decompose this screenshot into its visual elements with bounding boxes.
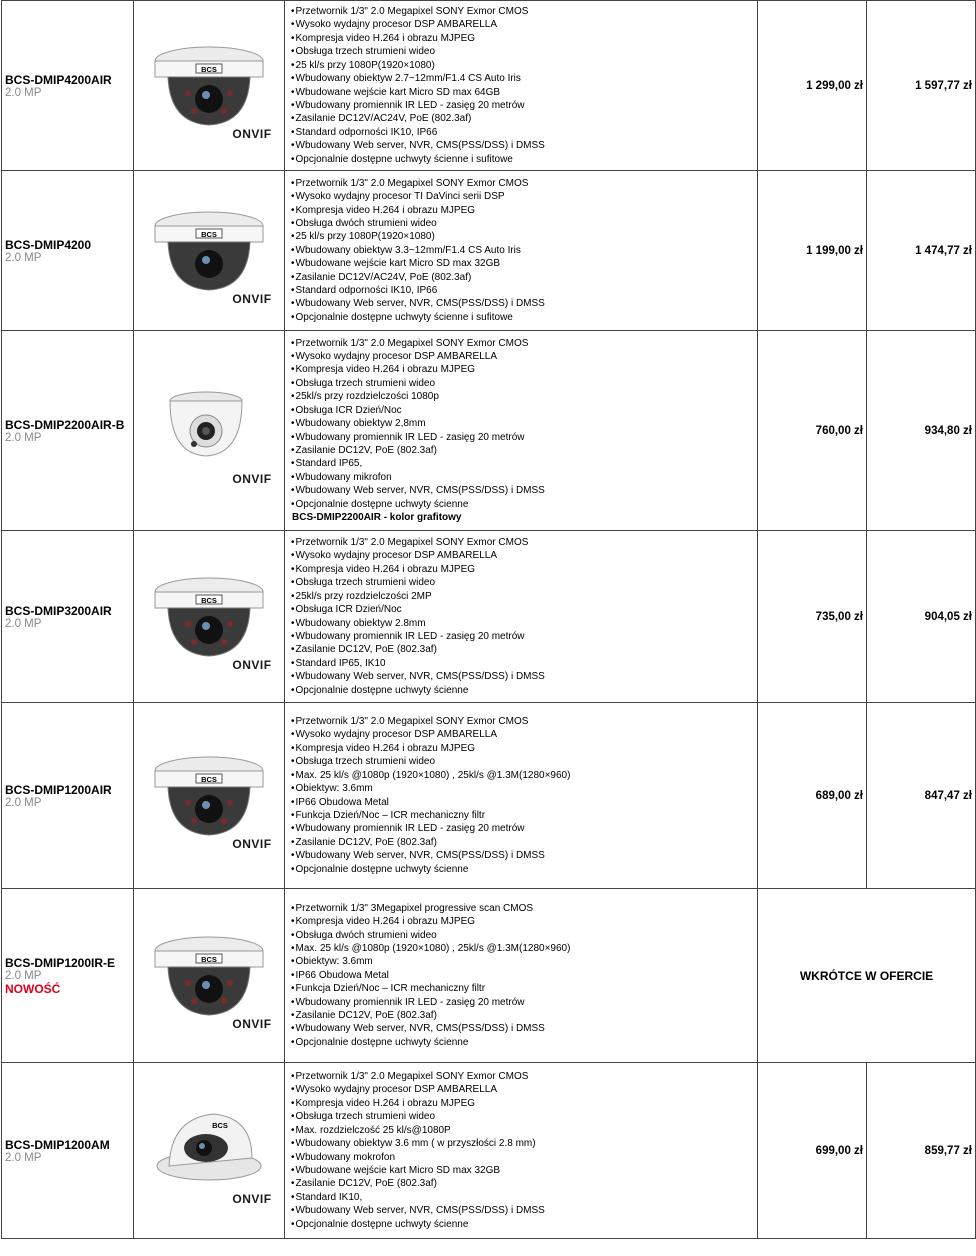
spec-item: • Wysoko wydajny procesor DSP AMBARELLA xyxy=(291,18,757,31)
spec-item: • Wbudowany promiennik IR LED - zasięg 20 metrów xyxy=(291,99,757,112)
mini-dome-camera-icon xyxy=(144,1096,274,1206)
spec-item: • Max. 25 kl/s @1080p (1920×1080) , 25kl/s @1.3M(1280×960) xyxy=(291,942,757,955)
model-name: BCS-DMIP1200AM xyxy=(5,1137,110,1152)
price-net: 735,00 zł xyxy=(758,531,867,703)
resolution-label: 2.0 MP xyxy=(5,617,42,630)
onvif-logo: ONVIF xyxy=(232,291,272,306)
photo-cell xyxy=(134,889,285,1063)
brand-label: BCS xyxy=(201,229,217,239)
resolution-label: 2.0 MP xyxy=(5,431,42,444)
spec-item: • Standard IP65, xyxy=(291,457,757,470)
spec-item: • Wbudowany Web server, NVR, CMS(PSS/DSS) i DMSS xyxy=(291,1022,757,1035)
price-gross: 859,77 zł xyxy=(867,1063,976,1239)
spec-item: • Standard odporności IK10, IP66 xyxy=(291,126,757,139)
brand-label: BCS xyxy=(201,774,217,784)
spec-item: • Obsługa ICR Dzień/Noc xyxy=(291,603,757,616)
spec-item: • Funkcja Dzień/Noc – ICR mechaniczny filtr xyxy=(291,982,757,995)
spec-item: • Wbudowany promiennik IR LED - zasięg 20 metrów xyxy=(291,431,757,444)
brand-label: BCS xyxy=(201,64,217,74)
availability-status: WKRÓTCE W OFERCIE xyxy=(758,889,976,1063)
model-cell xyxy=(2,703,134,889)
model-cell xyxy=(2,1063,134,1239)
specs-cell xyxy=(285,171,758,331)
brand-label: BCS xyxy=(212,1120,228,1130)
spec-item: • 25kl/s przy rozdzielczości 2MP xyxy=(291,590,757,603)
spec-item: • Wbudowane wejście kart Micro SD max 64GB xyxy=(291,86,757,99)
price-gross: 904,05 zł xyxy=(867,531,976,703)
spec-item: • Przetwornik 1/3" 2.0 Megapixel SONY Exmor CMOS xyxy=(291,5,757,18)
spec-item: • Wbudowany obiektyw 3.6 mm ( w przyszłości 2.8 mm) xyxy=(291,1137,757,1150)
photo-cell xyxy=(134,1,285,171)
model-name: BCS-DMIP1200AIR xyxy=(5,782,112,797)
spec-item: • Zasilanie DC12V/AC24V, PoE (802.3af) xyxy=(291,112,757,125)
model-name: BCS-DMIP3200AIR xyxy=(5,603,112,618)
product-row xyxy=(2,171,976,331)
spec-item: • Opcjonalnie dostępne uchwyty ścienne i sufitowe xyxy=(291,153,757,166)
spec-item: • Opcjonalnie dostępne uchwyty ścienne xyxy=(291,1218,757,1231)
spec-item: • Przetwornik 1/3" 2.0 Megapixel SONY Exmor CMOS xyxy=(291,1070,757,1083)
color-note: BCS-DMIP2200AIR - kolor grafitowy xyxy=(292,511,462,523)
spec-item: • Zasilanie DC12V, PoE (802.3af) xyxy=(291,1177,757,1190)
photo-cell xyxy=(134,531,285,703)
price-gross: 1 597,77 zł xyxy=(867,1,976,171)
spec-list xyxy=(291,1070,757,1231)
specs-cell xyxy=(285,531,758,703)
price-gross: 1 474,77 zł xyxy=(867,171,976,331)
resolution-label: 2.0 MP xyxy=(5,251,42,264)
spec-item: • Standard IK10, xyxy=(291,1191,757,1204)
price-net: 689,00 zł xyxy=(758,703,867,889)
model-cell xyxy=(2,1,134,171)
spec-item: • Max. 25 kl/s @1080p (1920×1080) , 25kl/s @1.3M(1280×960) xyxy=(291,769,757,782)
model-cell xyxy=(2,889,134,1063)
dome-camera-ir-icon xyxy=(144,31,274,141)
spec-item: • Zasilanie DC12V, PoE (802.3af) xyxy=(291,643,757,656)
photo-cell xyxy=(134,331,285,531)
spec-item: • Wbudowany mokrofon xyxy=(291,1151,757,1164)
spec-item: • Obiektyw: 3.6mm xyxy=(291,782,757,795)
photo-cell xyxy=(134,171,285,331)
product-row xyxy=(2,531,976,703)
eyeball-camera-icon xyxy=(144,376,274,486)
spec-item: • Obsługa dwóch strumieni wideo xyxy=(291,929,757,942)
product-row xyxy=(2,889,976,1063)
onvif-logo: ONVIF xyxy=(232,471,272,486)
spec-item: • Przetwornik 1/3" 2.0 Megapixel SONY Exmor CMOS xyxy=(291,337,757,350)
spec-item: • Zasilanie DC12V, PoE (802.3af) xyxy=(291,444,757,457)
model-name: BCS-DMIP1200IR-E xyxy=(5,955,116,970)
spec-item: • Zasilanie DC12V, PoE (802.3af) xyxy=(291,1009,757,1022)
onvif-logo: ONVIF xyxy=(232,657,272,672)
resolution-label: 2.0 MP xyxy=(5,1151,42,1164)
spec-item: • Funkcja Dzień/Noc – ICR mechaniczny filtr xyxy=(291,809,757,822)
new-badge: NOWOŚĆ xyxy=(5,981,61,996)
spec-item: • Wbudowany Web server, NVR, CMS(PSS/DSS) i DMSS xyxy=(291,139,757,152)
dome-camera-ir-icon xyxy=(144,921,274,1031)
specs-cell xyxy=(285,1,758,171)
spec-list xyxy=(291,337,757,525)
spec-item: • 25 kl/s przy 1080P(1920×1080) xyxy=(291,230,757,243)
spec-list xyxy=(291,177,757,324)
photo-cell xyxy=(134,703,285,889)
spec-item: • Wysoko wydajny procesor DSP AMBARELLA xyxy=(291,350,757,363)
spec-item: • Wbudowany promiennik IR LED - zasięg 20 metrów xyxy=(291,630,757,643)
spec-item: • Standard odporności IK10, IP66 xyxy=(291,284,757,297)
spec-item: • Wbudowane wejście kart Micro SD max 32GB xyxy=(291,1164,757,1177)
spec-item: • Wbudowany obiektyw 2,8mm xyxy=(291,417,757,430)
onvif-logo: ONVIF xyxy=(232,1016,272,1031)
spec-item: • Obsługa dwóch strumieni wideo xyxy=(291,217,757,230)
dome-camera-icon xyxy=(144,196,274,306)
brand-label: BCS xyxy=(201,954,217,964)
price-list-table xyxy=(1,0,976,1239)
spec-item: • Wbudowany promiennik IR LED - zasięg 20 metrów xyxy=(291,996,757,1009)
spec-item: • Wbudowany Web server, NVR, CMS(PSS/DSS) i DMSS xyxy=(291,1204,757,1217)
photo-cell xyxy=(134,1063,285,1239)
model-name: BCS-DMIP4200 xyxy=(5,237,92,252)
spec-item: • Obsługa trzech strumieni wideo xyxy=(291,1110,757,1123)
spec-item: • Kompresja video H.264 i obrazu MJPEG xyxy=(291,915,757,928)
spec-item: • Przetwornik 1/3" 2.0 Megapixel SONY Exmor CMOS xyxy=(291,715,757,728)
spec-list xyxy=(291,536,757,697)
product-row xyxy=(2,1063,976,1239)
spec-item: • IP66 Obudowa Metal xyxy=(291,969,757,982)
spec-item: • Kompresja video H.264 i obrazu MJPEG xyxy=(291,363,757,376)
product-row xyxy=(2,1,976,171)
model-name: BCS-DMIP4200AIR xyxy=(5,72,112,87)
spec-item: • Wbudowany obiektyw 3.3~12mm/F1.4 CS Auto Iris xyxy=(291,244,757,257)
specs-cell xyxy=(285,703,758,889)
spec-item: • Obsługa trzech strumieni wideo xyxy=(291,755,757,768)
spec-item: • IP66 Obudowa Metal xyxy=(291,796,757,809)
price-list-body xyxy=(2,1,976,1239)
spec-item: • Wbudowany promiennik IR LED - zasięg 20 metrów xyxy=(291,822,757,835)
spec-item: • Opcjonalnie dostępne uchwyty ścienne xyxy=(291,863,757,876)
spec-item: • 25kl/s przy rozdzielczości 1080p xyxy=(291,390,757,403)
spec-item: • Kompresja video H.264 i obrazu MJPEG xyxy=(291,742,757,755)
spec-item: • Opcjonalnie dostępne uchwyty ścienne xyxy=(291,684,757,697)
price-gross: 847,47 zł xyxy=(867,703,976,889)
spec-item: • Wysoko wydajny procesor DSP AMBARELLA xyxy=(291,549,757,562)
spec-item: • Przetwornik 1/3" 2.0 Megapixel SONY Exmor CMOS xyxy=(291,536,757,549)
spec-item: • Kompresja video H.264 i obrazu MJPEG xyxy=(291,563,757,576)
spec-item: • Opcjonalnie dostępne uchwyty ścienne xyxy=(291,1036,757,1049)
spec-item: • Obsługa trzech strumieni wideo xyxy=(291,377,757,390)
specs-cell xyxy=(285,1063,758,1239)
price-gross: 934,80 zł xyxy=(867,331,976,531)
spec-list xyxy=(291,5,757,166)
spec-item: • Kompresja video H.264 i obrazu MJPEG xyxy=(291,32,757,45)
model-cell xyxy=(2,171,134,331)
spec-item: • Obsługa ICR Dzień/Noc xyxy=(291,404,757,417)
spec-item: • Kompresja video H.264 i obrazu MJPEG xyxy=(291,1097,757,1110)
spec-item: • Wbudowany obiektyw 2.7~12mm/F1.4 CS Auto Iris xyxy=(291,72,757,85)
product-row xyxy=(2,703,976,889)
spec-item: • Standard IP65, IK10 xyxy=(291,657,757,670)
spec-item: • Wbudowany obiektyw 2.8mm xyxy=(291,617,757,630)
spec-item: • Opcjonalnie dostępne uchwyty ścienne i sufitowe xyxy=(291,311,757,324)
spec-item: • Wysoko wydajny procesor TI DaVinci serii DSP xyxy=(291,190,757,203)
spec-list xyxy=(291,902,757,1049)
model-name: BCS-DMIP2200AIR-B xyxy=(5,417,125,432)
spec-item: • Wbudowany Web server, NVR, CMS(PSS/DSS) i DMSS xyxy=(291,297,757,310)
onvif-logo: ONVIF xyxy=(232,126,272,141)
spec-item: • Wbudowany Web server, NVR, CMS(PSS/DSS) i DMSS xyxy=(291,849,757,862)
dome-camera-ir-icon xyxy=(144,562,274,672)
spec-item: • Obsługa trzech strumieni wideo xyxy=(291,576,757,589)
spec-item: • Przetwornik 1/3" 2.0 Megapixel SONY Exmor CMOS xyxy=(291,177,757,190)
spec-item: • Opcjonalnie dostępne uchwyty ścienne xyxy=(291,498,757,511)
brand-label: BCS xyxy=(201,595,217,605)
spec-item: • Wbudowany Web server, NVR, CMS(PSS/DSS) i DMSS xyxy=(291,670,757,683)
spec-item: • Wysoko wydajny procesor DSP AMBARELLA xyxy=(291,728,757,741)
model-cell xyxy=(2,531,134,703)
product-row xyxy=(2,331,976,531)
spec-item: • Wysoko wydajny procesor DSP AMBARELLA xyxy=(291,1083,757,1096)
spec-item: • Zasilanie DC12V/AC24V, PoE (802.3af) xyxy=(291,271,757,284)
spec-item: • Wbudowany mikrofon xyxy=(291,471,757,484)
spec-item: • Zasilanie DC12V, PoE (802.3af) xyxy=(291,836,757,849)
spec-item: • Wbudowany Web server, NVR, CMS(PSS/DSS) i DMSS xyxy=(291,484,757,497)
price-net: 760,00 zł xyxy=(758,331,867,531)
spec-item: • Przetwornik 1/3" 3Megapixel progressive scan CMOS xyxy=(291,902,757,915)
price-net: 699,00 zł xyxy=(758,1063,867,1239)
specs-cell xyxy=(285,331,758,531)
spec-item: • Wbudowane wejście kart Micro SD max 32GB xyxy=(291,257,757,270)
resolution-label: 2.0 MP xyxy=(5,796,42,809)
spec-item: • Max. rozdzielczość 25 kl/s@1080P xyxy=(291,1124,757,1137)
price-net: 1 299,00 zł xyxy=(758,1,867,171)
spec-list xyxy=(291,715,757,876)
onvif-logo: ONVIF xyxy=(232,836,272,851)
onvif-logo: ONVIF xyxy=(232,1191,272,1206)
resolution-label: 2.0 MP xyxy=(5,969,42,982)
price-net: 1 199,00 zł xyxy=(758,171,867,331)
spec-item: • Kompresja video H.264 i obrazu MJPEG xyxy=(291,204,757,217)
model-cell xyxy=(2,331,134,531)
specs-cell xyxy=(285,889,758,1063)
spec-item: • Obiektyw: 3.6mm xyxy=(291,955,757,968)
dome-camera-ir-icon xyxy=(144,741,274,851)
spec-item: • Obsługa trzech strumieni wideo xyxy=(291,45,757,58)
spec-item: • 25 kl/s przy 1080P(1920×1080) xyxy=(291,59,757,72)
resolution-label: 2.0 MP xyxy=(5,86,42,99)
